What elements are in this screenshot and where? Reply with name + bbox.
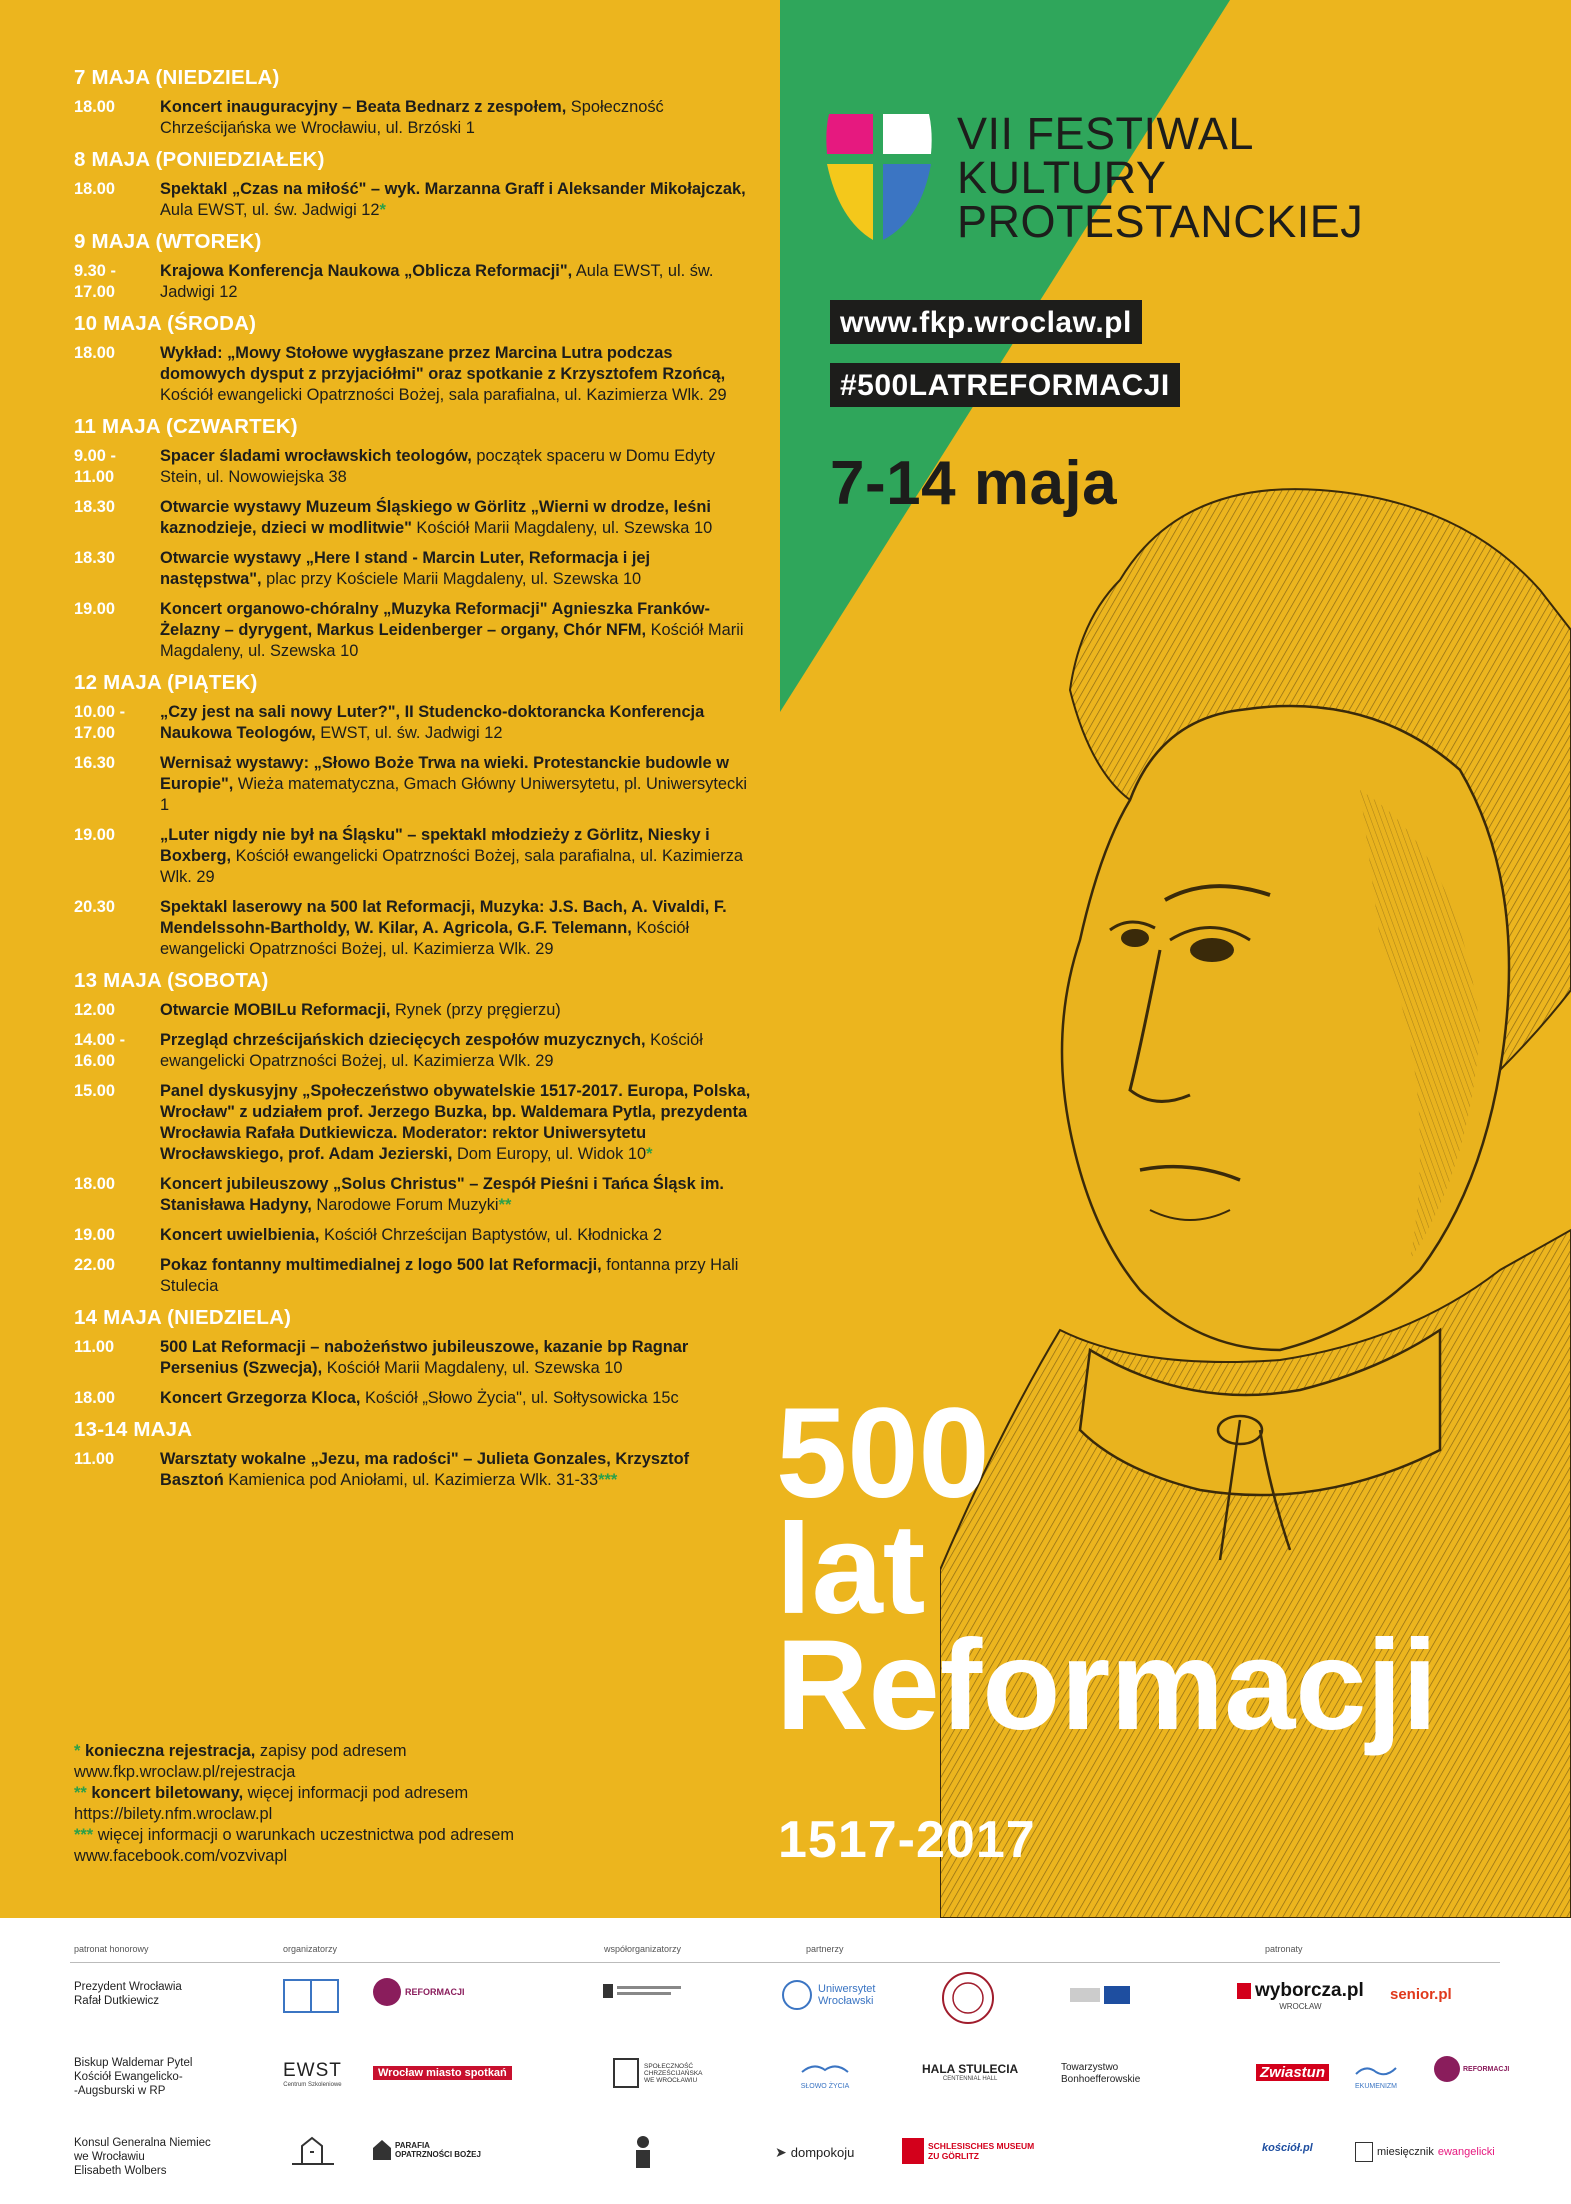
festival-title-line3: PROTESTANCKIEJ xyxy=(957,196,1364,247)
event-title: Wernisaż wystawy: „Słowo Boże Trwa na wieki. Protestanckie budowle w Europie", xyxy=(160,754,729,793)
event-title: Koncert organowo-chóralny „Muzyka Reformacji" Agnieszka Franków-Żelazny – dyrygent, Markus Leidenberger – organy, Chór NFM, xyxy=(160,600,710,639)
event-note-mark: * xyxy=(646,1145,653,1163)
schedule-event xyxy=(74,1174,754,1216)
dompokoju-logo xyxy=(775,2144,854,2161)
schedule-event xyxy=(74,599,754,662)
schedule-event xyxy=(74,825,754,888)
event-title: „Czy jest na sali nowy Luter?", II Studencko-doktorancka Konferencja Naukowa Teologów, xyxy=(160,703,705,742)
schedule-day-heading: 7 MAJA (NIEDZIELA) xyxy=(74,66,280,89)
wyborcza-icon xyxy=(1237,1983,1251,1999)
schedule-event xyxy=(74,548,754,590)
wroclaw-city-logo-icon xyxy=(282,1978,340,2014)
hala-stulecia-sub: CENTENNIAL HALL xyxy=(942,2076,998,2082)
schedule-event xyxy=(74,497,754,539)
label-partnerzy: partnerzy xyxy=(806,1944,844,1954)
spolecznosc-logo xyxy=(613,2058,703,2088)
footnote-2 xyxy=(74,1783,714,1804)
event-time: 18.30 xyxy=(74,498,116,516)
schedule-event xyxy=(74,1000,754,1021)
event-note-mark: * xyxy=(379,201,386,219)
event-location: Dom Europy, ul. Widok 10 xyxy=(452,1145,647,1163)
schedule-event xyxy=(74,702,754,744)
footnote-mark: ** xyxy=(74,1784,87,1802)
ekumenizm-wave-icon xyxy=(1354,2064,1398,2078)
event-title: Warsztaty wokalne „Jezu, ma radości" – Julieta Gonzales, Krzysztof Basztoń xyxy=(160,1450,690,1489)
miesiecznik-logo xyxy=(1355,2142,1495,2162)
event-time: 11.00 xyxy=(74,1338,115,1356)
event-title: Spektakl „Czas na miłość" – wyk. Marzanna Graff i Aleksander Mikołajczak, xyxy=(160,180,746,198)
event-description xyxy=(160,97,754,139)
event-location: EWST, ul. św. Jadwigi 12 xyxy=(315,724,503,742)
event-description xyxy=(160,548,754,590)
event-location: Aula EWST, ul. św. Jadwigi 12 xyxy=(160,201,380,219)
uniwersytet-text: Uniwersytet Wrocławski xyxy=(818,1983,876,2007)
event-location: Społeczność Chrześcijańska we Wrocławiu, ul. Brzóski 1 xyxy=(160,98,664,137)
event-time: 18.00 xyxy=(74,98,116,116)
spolecznosc-text: SPOŁECZNOŚĆ CHRZEŚCIJAŃSKA WE WROCŁAWIU xyxy=(644,2062,703,2084)
footnote-1-link[interactable]: www.fkp.wroclaw.pl/rejestracja xyxy=(74,1763,296,1781)
event-location: Kościół Marii Magdaleny, ul. Szewska 10 xyxy=(411,519,713,537)
schedule-event xyxy=(74,1388,754,1409)
event-description xyxy=(160,343,754,406)
schedule-day-heading: 9 MAJA (WTOREK) xyxy=(74,230,262,253)
reformacji-circle-icon xyxy=(1434,2056,1460,2082)
reformacji-text: REFORMACJI xyxy=(405,1987,465,1997)
german-consulate-logo-icon xyxy=(603,1980,683,2006)
ewst-logo xyxy=(283,2060,342,2088)
event-time: 18.30 xyxy=(74,549,116,567)
event-time: 19.00 xyxy=(74,826,116,844)
event-time: 12.00 xyxy=(74,1001,116,1019)
schedule-event xyxy=(74,179,754,221)
event-description xyxy=(160,1337,754,1379)
footnote-text: zapisy pod adresem xyxy=(255,1742,407,1760)
parafia-icon xyxy=(373,2140,391,2160)
event-location: Wieża matematyczna, Gmach Główny Uniwersytetu, pl. Uniwersytecki 1 xyxy=(160,775,748,814)
event-description xyxy=(160,1449,754,1491)
event-time: 9.30 - 17.00 xyxy=(74,262,116,301)
schedule-event xyxy=(74,1337,754,1379)
event-description xyxy=(160,897,754,960)
event-location: Kościół ewangelicki Opatrzności Bożej, ul. Kazimierza Wlk. 29 xyxy=(160,919,690,958)
event-title: Wykład: „Mowy Stołowe wygłaszane przez Marcina Lutra podczas domowych dysput z przyjaciółmi" oraz spotkanie z Krzysztofem Rzońcą, xyxy=(160,344,726,383)
schedule-day-heading: 14 MAJA (NIEDZIELA) xyxy=(74,1306,292,1329)
schedule-day-heading: 12 MAJA (PIĄTEK) xyxy=(74,671,258,694)
label-patronat: patronat honorowy xyxy=(74,1944,149,1954)
event-time: 9.00 - 11.00 xyxy=(74,447,116,486)
event-location: Rynek (przy pręgierzu) xyxy=(390,1001,561,1019)
ewst-text: EWST xyxy=(283,2060,342,2081)
event-location: Kościół Marii Magdaleny, ul. Szewska 10 xyxy=(160,621,744,660)
event-time: 18.00 xyxy=(74,1175,116,1193)
schedule-day-heading: 13 MAJA (SOBOTA) xyxy=(74,969,269,992)
event-title: Koncert jubileuszowy „Solus Christus" – Zespół Pieśni i Tańca Śląsk im. Stanisława Hadyny, xyxy=(160,1175,724,1214)
event-description xyxy=(160,179,754,221)
event-title: Otwarcie MOBILu Reformacji, xyxy=(160,1001,391,1019)
footnote-2-link[interactable]: https://bilety.nfm.wroclaw.pl xyxy=(74,1805,273,1823)
schedule-event xyxy=(74,1255,754,1297)
uniwersytet-seal-icon xyxy=(782,1980,812,2010)
event-title: Przegląd chrześcijańskich dziecięcych zespołów muzycznych, xyxy=(160,1031,646,1049)
event-title: Krajowa Konferencja Naukowa „Oblicza Reformacji", xyxy=(160,262,573,280)
schedule-event xyxy=(74,261,754,303)
label-wspolorganizatorzy: współorganizatorzy xyxy=(604,1944,682,1954)
wyborcza-text: wyborcza.pl xyxy=(1255,1980,1364,2001)
event-description xyxy=(160,261,754,303)
parafia-text: PARAFIA OPATRZNOŚCI BOŻEJ xyxy=(395,2141,481,2159)
event-location: Kamienica pod Aniołami, ul. Kazimierza Wlk. 31-33 xyxy=(223,1471,599,1489)
footnote-bold: koncert biletowany, xyxy=(91,1784,244,1802)
event-location: Kościół Chrześcijan Baptystów, ul. Kłodnicka 2 xyxy=(319,1226,662,1244)
event-description xyxy=(160,1081,754,1165)
festival-hashtag: #500LATREFORMACJI xyxy=(830,363,1180,407)
schedule-event xyxy=(74,1225,754,1246)
event-title: Otwarcie wystawy Muzeum Śląskiego w Görlitz „Wierni w drodze, leśni kaznodzieje, dzieci w modlitwie" xyxy=(160,498,711,537)
event-description xyxy=(160,1388,754,1409)
event-description xyxy=(160,702,754,744)
event-title: Panel dyskusyjny „Społeczeństwo obywatelskie 1517-2017. Europa, Polska, Wrocław" z udziałem prof. Jerzego Buzka, bp. Waldemara Pytla, prezydenta Wrocławia Rafała Dutkiewicza. Moderator: rektor Uniwersytetu Wrocławskiego, prof. Adam Jezierski, xyxy=(160,1082,751,1163)
footnote-mark: * xyxy=(74,1742,81,1760)
patron-3: Konsul Generalna Niemiec we Wrocławiu Elisabeth Wolbers xyxy=(74,2137,211,2177)
event-title: Otwarcie wystawy „Here I stand - Marcin Luter, Reformacja i jej następstwa", xyxy=(160,549,651,588)
event-description xyxy=(160,1030,754,1072)
footnote-3 xyxy=(74,1825,714,1846)
event-title: Koncert inauguracyjny – Beata Bednarz z zespołem, xyxy=(160,98,567,116)
event-location: Aula EWST, ul. św. Jadwigi 12 xyxy=(160,262,714,301)
patron-2: Biskup Waldemar Pytel Kościół Ewangelicko- -Augsburski w RP xyxy=(74,2057,193,2097)
miesiecznik-icon xyxy=(1355,2142,1373,2162)
senior-logo: senior.pl xyxy=(1390,1986,1452,2003)
big-title-line3: Reformacji xyxy=(776,1614,1438,1757)
event-note-mark: *** xyxy=(598,1471,618,1489)
event-location: Kościół ewangelicki Opatrzności Bożej, ul. Kazimierza Wlk. 29 xyxy=(160,1031,703,1070)
zwiastun-logo: Zwiastun xyxy=(1256,2064,1329,2081)
museum-text: SCHLESISCHES MUSEUM ZU GÖRLITZ xyxy=(928,2141,1035,2161)
hala-stulecia-text: HALA STULECIA xyxy=(922,2062,1019,2076)
dompokoju-text: dompokoju xyxy=(790,2145,855,2160)
event-location: Kościół Marii Magdaleny, ul. Szewska 10 xyxy=(322,1359,623,1377)
event-title: Spektakl laserowy na 500 lat Reformacji, Muzyka: J.S. Bach, A. Vivaldi, F. Mendelssohn-Bartholdy, W. Kilar, A. Agricola, G.F. Telemann, xyxy=(160,898,727,937)
event-title: Pokaz fontanny multimedialnej z logo 500 lat Reformacji, xyxy=(160,1256,602,1274)
bonhoeffer-logo: Towarzystwo Bonhoefferowskie xyxy=(1061,2062,1141,2085)
festival-title-line1: VII FESTIWAL xyxy=(957,108,1254,159)
reformacji-logo-2 xyxy=(1434,2056,1509,2082)
parafia-logo xyxy=(373,2140,481,2160)
schedule-event xyxy=(74,1030,754,1072)
festival-title xyxy=(957,108,1364,247)
festival-dates: 7-14 maja xyxy=(830,449,1118,518)
schedule-event xyxy=(74,897,754,960)
slowo-zycia-text: SŁOWO ŻYCIA xyxy=(800,2083,850,2090)
event-location: fontanna przy Hali Stulecia xyxy=(160,1256,739,1295)
schedule-event xyxy=(74,343,754,406)
schedule-day-heading: 11 MAJA (CZWARTEK) xyxy=(74,415,298,438)
event-time: 16.30 xyxy=(74,754,116,772)
event-description xyxy=(160,1000,754,1021)
footnote-mark: *** xyxy=(74,1826,94,1844)
event-time: 18.00 xyxy=(74,1389,116,1407)
wyborcza-logo xyxy=(1237,1980,1364,2011)
schedule-event xyxy=(74,1449,754,1491)
reformation-years: 1517-2017 xyxy=(778,1811,1036,1869)
event-description xyxy=(160,497,754,539)
event-time: 19.00 xyxy=(74,1226,116,1244)
event-location: Kościół ewangelicki Opatrzności Bożej, sala parafialna, ul. Kazimierza Wlk. 29 xyxy=(160,386,727,404)
event-time: 18.00 xyxy=(74,180,116,198)
footnotes xyxy=(74,1741,714,1867)
ekumenizm-text: EKUMENIZM xyxy=(1355,2083,1397,2090)
open-book-icon xyxy=(800,2058,850,2078)
kosciol-pl-logo: kościół.pl xyxy=(1262,2142,1313,2154)
uniwersytet-logo xyxy=(782,1980,875,2010)
event-description xyxy=(160,446,754,488)
big-title-line2: lat xyxy=(776,1498,926,1641)
label-patronaty: patronaty xyxy=(1265,1944,1303,1954)
festival-title-line2: KULTURY xyxy=(957,152,1167,203)
eu-logo-icon xyxy=(1070,1986,1150,2004)
event-title: Koncert Grzegorza Kloca, xyxy=(160,1389,361,1407)
event-location: Kościół „Słowo Życia", ul. Sołtysowicka 15c xyxy=(360,1389,679,1407)
university-seal-icon xyxy=(940,1970,996,2026)
slowo-zycia-logo xyxy=(800,2058,850,2090)
festival-logo-icon xyxy=(825,110,935,250)
reformacji-circle-icon xyxy=(373,1978,401,2006)
big-title-line1: 500 xyxy=(776,1382,990,1525)
event-time: 11.00 xyxy=(74,1450,115,1468)
museum-icon xyxy=(902,2138,924,2164)
footnote-text: więcej informacji o warunkach uczestnictwa pod adresem xyxy=(93,1826,515,1844)
schlesisches-museum-logo xyxy=(902,2138,1034,2164)
schedule-day-heading: 13-14 MAJA xyxy=(74,1418,193,1441)
event-time: 15.00 xyxy=(74,1082,116,1100)
event-time: 19.00 xyxy=(74,600,116,618)
event-description xyxy=(160,599,754,662)
footnote-1 xyxy=(74,1741,714,1762)
event-time: 18.00 xyxy=(74,344,116,362)
miesiecznik-text-2: ewangelicki xyxy=(1437,2146,1495,2158)
miesiecznik-text: miesięcznik xyxy=(1377,2146,1434,2158)
schedule-day-heading: 8 MAJA (PONIEDZIAŁEK) xyxy=(74,148,325,171)
event-description xyxy=(160,1174,754,1216)
event-time: 10.00 - 17.00 xyxy=(74,703,126,742)
person-cross-icon xyxy=(630,2134,656,2170)
reformacji-logo xyxy=(373,1978,465,2006)
footnote-3-link[interactable]: www.facebook.com/vozvivapl xyxy=(74,1847,288,1865)
event-time: 14.00 - 16.00 xyxy=(74,1031,126,1070)
sponsors-divider xyxy=(70,1962,1500,1963)
church-drawing-icon xyxy=(288,2136,338,2168)
wyborcza-sub: WROCŁAW xyxy=(1279,2002,1322,2011)
event-description xyxy=(160,825,754,888)
event-title: „Luter nigdy nie był na Śląsku" – spektakl młodzieży z Görlitz, Niesky i Boxberg, xyxy=(160,826,710,865)
event-description xyxy=(160,1255,754,1297)
schedule-event xyxy=(74,446,754,488)
event-time: 20.30 xyxy=(74,898,116,916)
event-title: Spacer śladami wrocławskich teologów, xyxy=(160,447,472,465)
event-schedule xyxy=(74,66,754,1500)
hala-stulecia-logo xyxy=(922,2062,1018,2082)
footnote-bold: konieczna rejestracja, xyxy=(84,1742,256,1760)
schedule-event xyxy=(74,97,754,139)
ewst-sub: Centrum Szkoleniowe xyxy=(283,2082,342,2088)
reformacji-text: REFORMACJI xyxy=(1463,2065,1510,2073)
event-description xyxy=(160,1225,754,1246)
event-time: 22.00 xyxy=(74,1256,116,1274)
patron-1: Prezydent Wrocławia Rafał Dutkiewicz xyxy=(74,1981,182,2007)
event-note-mark: ** xyxy=(498,1196,512,1214)
footnote-text: więcej informacji pod adresem xyxy=(243,1784,469,1802)
schedule-event xyxy=(74,1081,754,1165)
event-location: Kościół ewangelicki Opatrzności Bożej, sala parafialna, ul. Kazimierza Wlk. 29 xyxy=(160,847,744,886)
event-location: Narodowe Forum Muzyki xyxy=(311,1196,499,1214)
festival-url[interactable]: www.fkp.wroclaw.pl xyxy=(830,300,1142,344)
schedule-day-heading: 10 MAJA (ŚRODA) xyxy=(74,312,257,335)
event-location: początek spaceru w Domu Edyty Stein, ul. Nowowiejska 38 xyxy=(160,447,716,486)
event-title: 500 Lat Reformacji – nabożeństwo jubileuszowe, kazanie bp Ragnar Persenius (Szwecja), xyxy=(160,1338,689,1377)
event-description xyxy=(160,753,754,816)
wroclaw-miasto-logo: Wrocław miasto spotkań xyxy=(373,2066,512,2080)
spolecznosc-icon xyxy=(613,2058,639,2088)
label-organizatorzy: organizatorzy xyxy=(283,1944,338,1954)
schedule-event xyxy=(74,753,754,816)
ekumenizm-logo xyxy=(1354,2064,1398,2090)
dompokoju-arrow-icon: ➤ xyxy=(775,2144,787,2160)
500-years-title xyxy=(776,1382,1438,1757)
event-title: Koncert uwielbienia, xyxy=(160,1226,320,1244)
event-location: plac przy Kościele Marii Magdaleny, ul. Szewska 10 xyxy=(261,570,642,588)
sponsors-strip xyxy=(0,1918,1571,2204)
